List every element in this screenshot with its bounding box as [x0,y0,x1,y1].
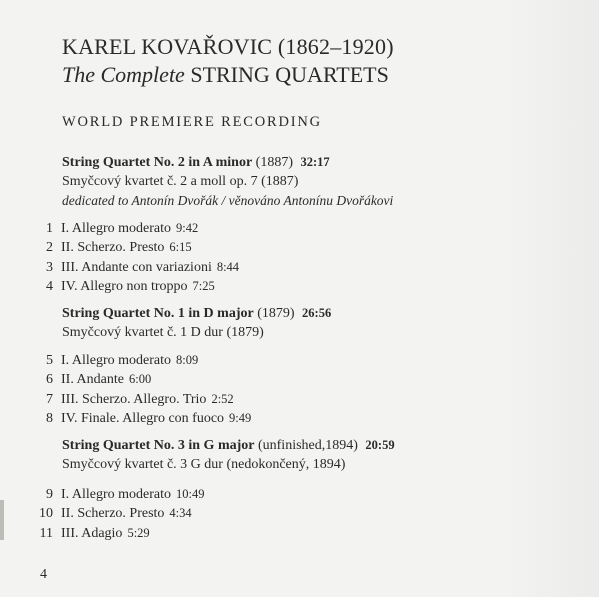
premiere-label: WORLD PREMIERE RECORDING [62,114,322,130]
track-time: 8:09 [176,353,199,367]
composer-heading: KAREL KOVAŘOVIC (1862–1920) [62,34,394,59]
track-time: 7:25 [192,278,215,293]
track-time: 6:15 [169,240,192,255]
work-title-bold: String Quartet No. 1 in D major [62,306,254,321]
track-number: 11 [39,525,53,541]
track-time: 9:49 [229,410,252,425]
track-title: IV. Finale. Allegro con fuoco [61,410,225,426]
track-title: II. Scherzo. Presto [61,506,165,522]
subtitle-italic: The Complete [62,62,185,87]
track-title: I. Allegro moderato [61,353,172,368]
binding-mark [0,500,4,540]
track-time: 10:49 [176,487,205,501]
work-czech-title: Smyčcový kvartet č. 2 a moll op. 7 (1887) [62,174,299,189]
work-title [62,436,395,455]
work-header [62,304,331,342]
work-title [62,153,393,172]
album-subtitle [62,62,389,88]
track-number: 5 [46,353,53,368]
track-number: 4 [46,278,53,294]
track-time: 4:34 [169,506,192,521]
work-czech-title: Smyčcový kvartet č. 3 G dur (nedokončený, 1894) [62,457,346,472]
work-czech-title: Smyčcový kvartet č. 1 D dur (1879) [62,325,264,340]
page-number: 4 [40,567,47,582]
work-title-bold: String Quartet No. 3 in G major [62,438,255,453]
track-number: 9 [46,487,53,502]
work-year: (1887) [255,155,293,170]
work-header [62,153,393,210]
track-title: IV. Allegro non troppo [61,278,188,294]
track-time: 5:29 [127,525,150,540]
track-title: III. Scherzo. Allegro. Trio [61,391,207,407]
track-title: II. Andante [61,372,124,388]
track-time: 8:44 [216,259,240,274]
work-year: (1879) [257,306,295,321]
work-title-bold: String Quartet No. 2 in A minor [62,155,253,170]
work-duration: 20:59 [365,438,395,452]
track-title: II. Scherzo. Presto [61,240,165,256]
bleed-through-shadow [509,0,599,597]
track-number: 6 [46,372,53,388]
subtitle-rest: STRING QUARTETS [190,62,389,87]
work-duration: 32:17 [300,155,330,169]
track-number: 1 [46,221,53,236]
track-title: III. Adagio [61,525,123,541]
track-time: 6:00 [128,372,152,387]
work-title [62,304,331,323]
work-duration: 26:56 [302,306,332,320]
track-number: 10 [39,506,53,522]
track-title: I. Allegro moderato [61,221,172,236]
track-number: 2 [46,240,53,256]
track-title: I. Allegro moderato [61,487,172,502]
track-time: 2:52 [211,391,234,406]
work-year: (unfinished,1894) [257,438,358,453]
track-number: 3 [46,259,53,275]
track-number: 8 [46,410,53,426]
work-dedication: dedicated to Antonín Dvořák / věnováno Antonínu Dvořákovi [62,193,394,208]
track-number: 7 [46,391,53,407]
track-title: III. Andante con variazioni [61,259,212,275]
track-time: 9:42 [176,221,199,235]
work-header [62,436,395,474]
